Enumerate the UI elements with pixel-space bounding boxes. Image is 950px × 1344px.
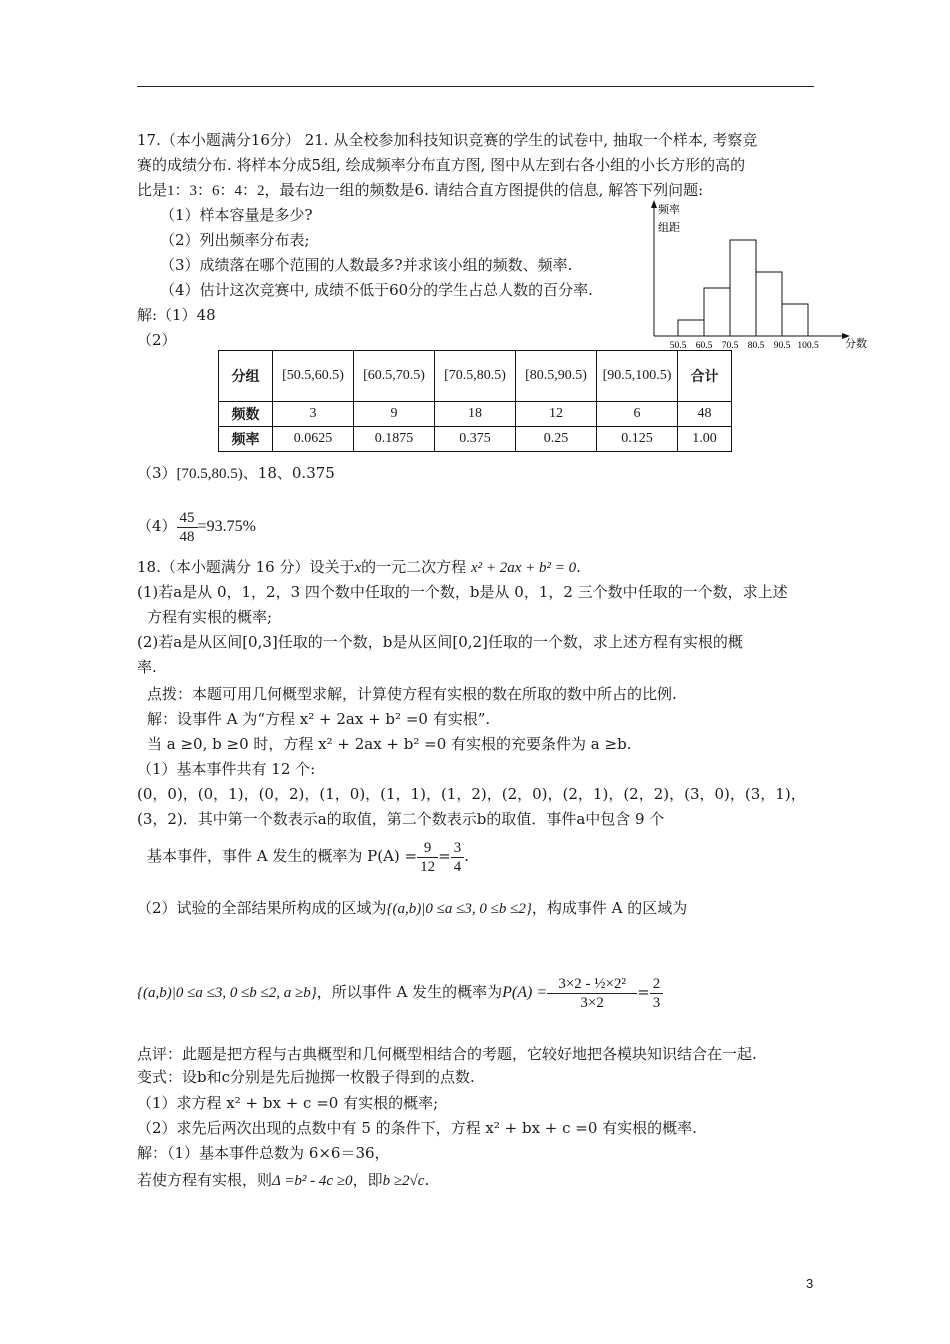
table-header-cell: [60.5,70.5) bbox=[354, 351, 435, 402]
p17-a2: （2） bbox=[137, 331, 177, 349]
table-header-cell: [90.5,100.5) bbox=[597, 351, 678, 402]
set-1: {(a,b)|0 ≤a ≤3, 0 ≤b ≤2} bbox=[386, 901, 532, 917]
table-row bbox=[219, 427, 732, 452]
p17-a4a: （4） bbox=[137, 517, 177, 535]
discriminant: Δ =b² - 4c ≥0 bbox=[272, 1173, 353, 1189]
table-header-cell: [50.5,60.5) bbox=[273, 351, 354, 402]
table-header-cell: [70.5,80.5) bbox=[435, 351, 516, 402]
histogram-bar bbox=[756, 272, 782, 336]
p18-v2: （2）求先后两次出现的点数中有 5 的条件下，方程 x² + bx + c =0 有实根的概率. bbox=[137, 1119, 697, 1137]
p18-t1b: ，构成事件 A 的区域为 bbox=[531, 899, 688, 917]
table-cell: 12 bbox=[516, 402, 597, 427]
x-tick-label: 100.5 bbox=[797, 341, 819, 351]
p18-t1 bbox=[137, 898, 687, 919]
histogram-bar bbox=[782, 304, 808, 336]
p18-title bbox=[137, 557, 581, 578]
frac-den: 12 bbox=[420, 858, 436, 875]
p18-s4a: 基本事件，事件 A 发生的概率为 P(A) = bbox=[147, 847, 418, 865]
p17-line3b: ，最右边一组的频数是6. 请结合直方图提供的信息, 解答下列问题: bbox=[264, 181, 704, 199]
fraction-geometric bbox=[547, 975, 637, 1012]
table-cell: 0.25 bbox=[516, 427, 597, 452]
p18-sol2: 当 a ≥0, b ≥0 时，方程 x² + 2ax + b² =0 有实根的充要条件为 a ≥b. bbox=[147, 735, 632, 753]
p18-title-mid: 的一元二次方程 bbox=[361, 558, 467, 576]
p18-t2p: P(A) = bbox=[502, 984, 548, 1001]
fraction-3-4 bbox=[451, 839, 465, 876]
frac-num: 2 bbox=[650, 975, 664, 994]
p17-q2: （2）列出频率分布表; bbox=[160, 231, 310, 249]
table-header-cell: 合计 bbox=[678, 351, 732, 402]
p18-variant: 变式：设b和c分别是先后抛掷一枚骰子得到的点数. bbox=[137, 1068, 475, 1086]
p17-line2: 赛的成绩分布. 将样本分成5组, 绘成频率分布直方图, 图中从左到右各小组的小长方形的高的 bbox=[137, 156, 746, 174]
root-condition: b ≥2√c bbox=[382, 1173, 425, 1189]
frac-den: 48 bbox=[179, 528, 195, 545]
p18-c1b: 方程有实根的概率; bbox=[147, 608, 273, 626]
p18-title-end: . bbox=[576, 558, 581, 576]
frac-num: 3×2 - ½×2² bbox=[547, 975, 637, 994]
p17-a3b: 、18、0.375 bbox=[242, 464, 335, 482]
x-tick-label: 70.5 bbox=[721, 341, 739, 351]
eq-sign: = bbox=[637, 983, 650, 1001]
p17-a3a: （3） bbox=[137, 464, 177, 482]
p17-line3 bbox=[137, 180, 703, 201]
table-cell: 0.0625 bbox=[273, 427, 354, 452]
eq-sign: = bbox=[438, 847, 451, 865]
p18-t2 bbox=[137, 972, 663, 1013]
x-tick-label: 50.5 bbox=[669, 341, 687, 351]
frac-den: 3×2 bbox=[580, 994, 604, 1011]
y-axis-arrow bbox=[651, 200, 657, 208]
p18-v4end: . bbox=[424, 1171, 430, 1189]
p18-c1: (1)若a是从 0，1，2，3 四个数中任取的一个数，b是从 0，1，2 三个数中任取的一个数，求上述 bbox=[137, 583, 788, 601]
p18-v3: 解：（1）基本事件总数为 6×6＝36， bbox=[137, 1144, 390, 1162]
p18-v4a: 若使方程有实根，则 bbox=[137, 1171, 273, 1189]
table-cell: 频率 bbox=[219, 427, 273, 452]
p18-v4b: ，即 bbox=[352, 1171, 383, 1189]
frac-den: 4 bbox=[453, 858, 462, 875]
p18-v1: （1）求方程 x² + bx + c =0 有实根的概率; bbox=[137, 1094, 439, 1112]
fraction-9-12 bbox=[417, 839, 438, 876]
page-number: 3 bbox=[806, 1276, 814, 1291]
table-cell: 18 bbox=[435, 402, 516, 427]
p17-a1: 解:（1）48 bbox=[137, 306, 216, 324]
p17-line3a: 比是 bbox=[137, 181, 168, 199]
fraction-2-3 bbox=[650, 975, 664, 1012]
x-tick-label: 60.5 bbox=[695, 341, 713, 351]
frac-num: 3 bbox=[451, 839, 465, 858]
table-row bbox=[219, 402, 732, 427]
table-cell: 0.375 bbox=[435, 427, 516, 452]
xlabel: 分数 bbox=[845, 337, 867, 350]
p18-title-var: x bbox=[354, 560, 362, 576]
table-header-row bbox=[219, 351, 732, 402]
x-tick-label: 90.5 bbox=[773, 341, 791, 351]
histogram-bar bbox=[730, 240, 756, 336]
table-cell: 1.00 bbox=[678, 427, 732, 452]
p18-s2: (0，0)，(0，1)，(0，2)，(1，0)，(1，1)，(1，2)，(2，0)，(2，1)，(2，2)，(3，0)，(3，1)， bbox=[137, 785, 806, 803]
p17-line1: 17.（本小题满分16分） 21. 从全校参加科技知识竞赛的学生的试卷中, 抽取一个样本, 考察竞 bbox=[137, 131, 758, 149]
ylabel-top: 频率 bbox=[658, 203, 680, 216]
table-header-cell: 分组 bbox=[219, 351, 273, 402]
frac-num: 45 bbox=[177, 509, 198, 528]
p17-q4: （4）估计这次竞赛中, 成绩不低于60分的学生占总人数的百分率. bbox=[160, 281, 593, 299]
frac-den: 3 bbox=[652, 994, 661, 1011]
a3-range: [70.5,80.5) bbox=[176, 466, 243, 482]
table-header-cell: [80.5,90.5) bbox=[516, 351, 597, 402]
table-cell: 48 bbox=[678, 402, 732, 427]
ratio: 1：3：6：4：2 bbox=[167, 183, 265, 199]
p17-a4 bbox=[137, 508, 256, 546]
p17-a4b: =93.75% bbox=[197, 518, 256, 535]
ylabel-bottom: 组距 bbox=[658, 221, 680, 234]
frac-num: 9 bbox=[417, 839, 438, 858]
frequency-table bbox=[218, 350, 732, 452]
p18-c2b: 率. bbox=[137, 658, 157, 676]
p18-review: 点评：此题是把方程与古典概型和几何概型相结合的考题，它较好地把各模块知识结合在一起. bbox=[137, 1045, 757, 1063]
p18-v4 bbox=[137, 1170, 429, 1191]
p17-q3: （3）成绩落在哪个范围的人数最多?并求该小组的频数、频率. bbox=[160, 256, 573, 274]
p18-s1: （1）基本事件共有 12 个: bbox=[137, 760, 316, 778]
x-tick-label: 80.5 bbox=[747, 341, 765, 351]
histogram-bar bbox=[704, 288, 730, 336]
table-cell: 3 bbox=[273, 402, 354, 427]
p18-s3: (3，2)．其中第一个数表示a的取值，第二个数表示b的取值．事件a中包含 9 个 bbox=[137, 810, 665, 828]
p17-a3 bbox=[137, 463, 335, 484]
p17-q1: （1）样本容量是多少? bbox=[160, 206, 313, 224]
p18-title-a: 18.（本小题满分 16 分）设关于 bbox=[137, 558, 355, 576]
p18-sol1: 解：设事件 A 为“方程 x² + 2ax + b² =0 有实根”. bbox=[147, 710, 491, 728]
table-cell: 0.125 bbox=[597, 427, 678, 452]
histogram-bar bbox=[678, 320, 704, 336]
table-cell: 频数 bbox=[219, 402, 273, 427]
set-2: {(a,b)|0 ≤a ≤3, 0 ≤b ≤2, a ≥b} bbox=[137, 985, 317, 1001]
p18-s4end: . bbox=[464, 847, 469, 865]
p18-title-eq: x² + 2ax + b² = 0 bbox=[470, 560, 577, 576]
p18-t1a: （2）试验的全部结果所构成的区域为 bbox=[137, 899, 387, 917]
fraction-45-48 bbox=[177, 509, 198, 546]
table-cell: 9 bbox=[354, 402, 435, 427]
histogram bbox=[640, 198, 880, 358]
p18-tip: 点拨：本题可用几何概型求解，计算使方程有实根的数在所取的数中所占的比例. bbox=[147, 685, 677, 703]
table-cell: 0.1875 bbox=[354, 427, 435, 452]
header-rule bbox=[137, 86, 814, 87]
p18-t2a: ，所以事件 A 发生的概率为 bbox=[316, 983, 503, 1001]
p18-c2: (2)若a是从区间[0,3]任取的一个数，b是从区间[0,2]任取的一个数，求上述方程有实根的概 bbox=[137, 633, 743, 651]
table-cell: 6 bbox=[597, 402, 678, 427]
p18-s4 bbox=[147, 838, 469, 876]
